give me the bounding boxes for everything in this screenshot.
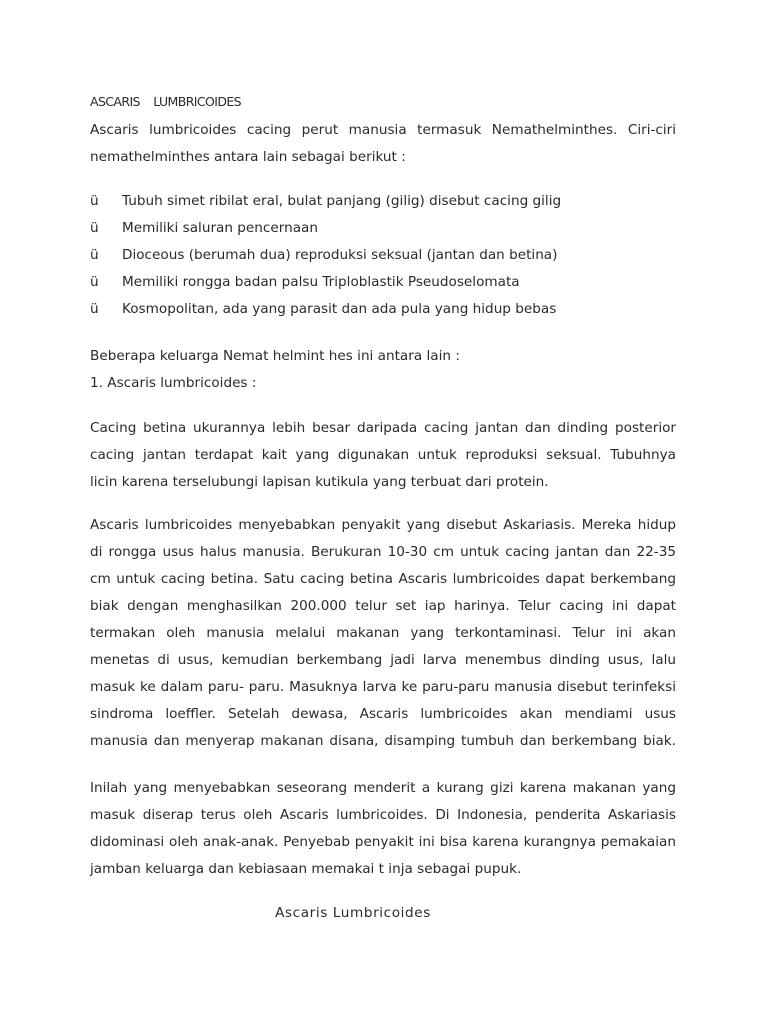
text-line: manusia dan menyerap makanan disana, disamping tumbuh dan berkembang biak. <box>90 733 676 749</box>
text-line: masuk ke dalam paru- paru. Masuknya larva ke paru-paru manusia disebut terinfeksi <box>90 679 676 695</box>
text-line: biak dengan menghasilkan 200.000 telur set iap harinya. Telur cacing ini dapat <box>90 598 676 614</box>
text-line: nemathelminthes antara lain sebagai berikut : <box>90 149 406 165</box>
text-line: Inilah yang menyebabkan seseorang menderit a kurang gizi karena makanan yang <box>90 780 676 796</box>
text-line: jamban keluarga dan kebiasaan memakai t inja sebagai pupuk. <box>90 861 522 877</box>
text-line: licin karena terselubungi lapisan kutikula yang terbuat dari protein. <box>90 474 549 490</box>
text-line: cacing jantan terdapat kait yang digunakan untuk reproduksi seksual. Tubuhnya <box>90 447 676 463</box>
text-line: menetas di usus, kemudian berkembang jadi larva menembus dinding usus, lalu <box>90 652 676 668</box>
text-line: termakan oleh manusia melalui makanan yang terkontaminasi. Telur ini akan <box>90 625 676 641</box>
document-title: ASCARIS LUMBRICOIDES <box>90 94 241 109</box>
text-line: didominasi oleh anak-anak. Penyebab penyakit ini bisa karena kurangnya pemakaian <box>90 834 676 850</box>
checkmark-bullet-icon: ü <box>90 247 99 263</box>
checkmark-bullet-icon: ü <box>90 301 99 317</box>
figure-caption: Ascaris Lumbricoides <box>275 905 431 921</box>
text-line: masuk diserap terus oleh Ascaris lumbricoides. Di Indonesia, penderita Askariasis <box>90 807 676 823</box>
checkmark-bullet-icon: ü <box>90 274 99 290</box>
family-item-1: 1. Ascaris lumbricoides : <box>90 375 257 391</box>
text-line: Ascaris lumbricoides menyebabkan penyakit yang disebut Askariasis. Mereka hidup <box>90 517 676 533</box>
list-item-text: Memiliki saluran pencernaan <box>122 220 318 236</box>
text-line: cm untuk cacing betina. Satu cacing betina Ascaris lumbricoides dapat berkembang <box>90 571 676 587</box>
text-line: Ascaris lumbricoides cacing perut manusia termasuk Nemathelminthes. Ciri-ciri <box>90 122 676 138</box>
list-item-text: Tubuh simet ribilat eral, bulat panjang (gilig) disebut cacing gilig <box>122 193 562 209</box>
text-line: di rongga usus halus manusia. Berukuran 10-30 cm untuk cacing jantan dan 22-35 <box>90 544 676 560</box>
families-intro: Beberapa keluarga Nemat helmint hes ini antara lain : <box>90 348 460 364</box>
text-line: sindroma loeffler. Setelah dewasa, Ascaris lumbricoides akan mendiami usus <box>90 706 676 722</box>
list-item-text: Memiliki rongga badan palsu Triploblastik Pseudoselomata <box>122 274 520 290</box>
text-line: Cacing betina ukurannya lebih besar daripada cacing jantan dan dinding posterior <box>90 420 676 436</box>
checkmark-bullet-icon: ü <box>90 193 99 209</box>
checkmark-bullet-icon: ü <box>90 220 99 236</box>
list-item-text: Kosmopolitan, ada yang parasit dan ada pula yang hidup bebas <box>122 301 557 317</box>
list-item-text: Dioceous (berumah dua) reproduksi seksual (jantan dan betina) <box>122 247 558 263</box>
